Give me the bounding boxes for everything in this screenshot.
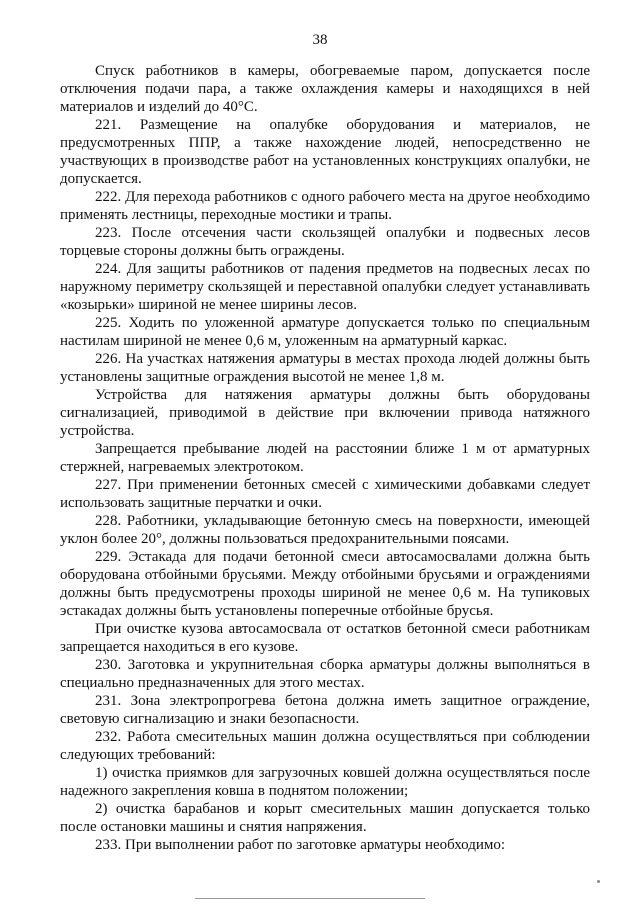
paragraph: 2) очистка барабанов и корыт смесительных машин допускается только после остановки машины и снятия напряжения. (60, 801, 590, 835)
paragraph: 226. На участках натяжения арматуры в местах прохода людей должны быть установлены защитные ограждения высотой не менее 1,8 м. (60, 351, 590, 385)
paragraph: 221. Размещение на опалубке оборудования и материалов, не предусмотренных ППР, а также нахождение людей, непосредственно не участвующих в производстве работ на установленных конструкциях опалубки, не допускается. (60, 117, 590, 187)
paragraph: 225. Ходить по уложенной арматуре допускается только по специальным настилам шириной не менее 0,6 м, уложенным на арматурный каркас. (60, 315, 590, 349)
paragraph: 229. Эстакада для подачи бетонной смеси автосамосвалами должна быть оборудована отбойными брусьями. Между отбойными брусьями и ограждениями должны быть предусмотрены проходы шириной не менее 0,6 м. На тупиковых эстакадах должны быть установлены поперечные отбойные брусья. (60, 549, 590, 619)
paragraph: 224. Для защиты работников от падения предметов на подвесных лесах по наружному периметру скользящей и переставной опалубки следует устанавливать «козырьки» шириной не менее ширины лесов. (60, 261, 590, 313)
paragraph: 228. Работники, укладывающие бетонную смесь на поверхности, имеющей уклон более 20°, должны пользоваться предохранительными поясами. (60, 513, 590, 547)
paragraph: 1) очистка приямков для загрузочных ковшей должна осуществляться после надежного закрепления ковша в поднятом положении; (60, 765, 590, 799)
document-body (60, 62, 590, 854)
scan-speck (597, 880, 600, 883)
paragraph: 223. После отсечения части скользящей опалубки и подвесных лесов торцевые стороны должны быть ограждены. (60, 225, 590, 259)
paragraph: При очистке кузова автосамосвала от остатков бетонной смеси работникам запрещается находиться в его кузове. (60, 621, 590, 655)
paragraph: 232. Работа смесительных машин должна осуществляться при соблюдении следующих требований: (60, 729, 590, 763)
paragraph: Запрещается пребывание людей на расстоянии ближе 1 м от арматурных стержней, нагреваемых электротоком. (60, 441, 590, 475)
paragraph: Спуск работников в камеры, обогреваемые паром, допускается после отключения подачи пара, а также охлаждения камеры и находящихся в ней материалов и изделий до 40°С. (60, 63, 590, 115)
paragraph: 227. При применении бетонных смесей с химическими добавками следует использовать защитные перчатки и очки. (60, 477, 590, 511)
scan-edge-line (195, 898, 425, 899)
paragraph: 230. Заготовка и укрупнительная сборка арматуры должны выполняться в специально предназначенных для этого местах. (60, 657, 590, 691)
paragraph: Устройства для натяжения арматуры должны быть оборудованы сигнализацией, приводимой в действие при включении привода натяжного устройства. (60, 387, 590, 439)
page-number: 38 (312, 32, 328, 48)
paragraph: 222. Для перехода работников с одного рабочего места на другое необходимо применять лестницы, переходные мостики и трапы. (60, 189, 590, 223)
paragraph: 233. При выполнении работ по заготовке арматуры необходимо: (95, 837, 506, 853)
paragraph: 231. Зона электропрогрева бетона должна иметь защитное ограждение, световую сигнализацию и знаки безопасности. (60, 693, 590, 727)
